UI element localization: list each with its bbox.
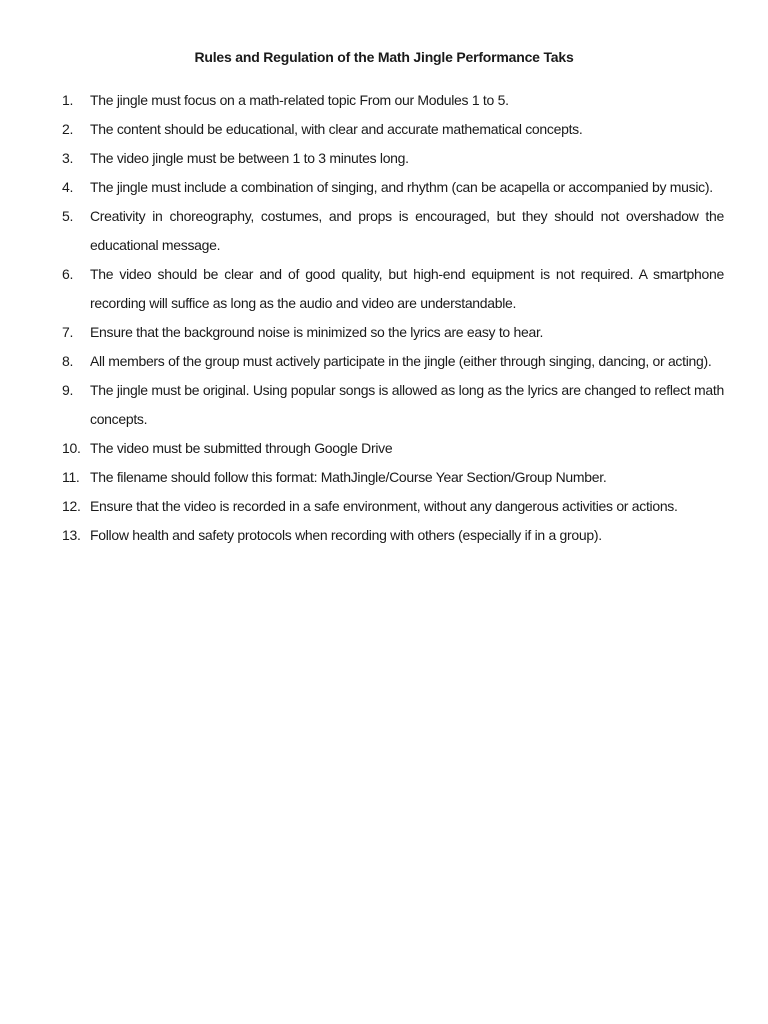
rule-text: The content should be educational, with clear and accurate mathematical concepts. [90,121,583,137]
rule-number: 2. [62,121,74,137]
rule-text: The video must be submitted through Google Drive [90,440,393,456]
rule-number: 11. [62,469,80,485]
rule-text: Ensure that the background noise is minimized so the lyrics are easy to hear. [90,324,544,340]
rule-number: 13. [62,527,81,543]
rule-text: Follow health and safety protocols when recording with others (especially if in a group). [90,527,602,543]
rule-item-5 [62,202,724,260]
rules-list [62,86,724,550]
rule-item-7 [62,318,724,347]
rule-text: The video should be clear and of good quality, but high-end equipment is not required. A smartphone recording will suffice as long as the audio and video are understandable. [90,266,724,311]
rule-item-10 [62,434,724,463]
rule-item-4 [62,173,724,202]
document-title: Rules and Regulation of the Math Jingle Performance Taks [194,49,574,65]
rule-number: 1. [62,92,74,108]
rule-text: Ensure that the video is recorded in a safe environment, without any dangerous activities or actions. [90,498,678,514]
rule-number: 4. [62,179,74,195]
rule-number: 12. [62,498,81,514]
rule-text: The jingle must focus on a math-related topic From our Modules 1 to 5. [90,92,509,108]
rule-text: The jingle must be original. Using popular songs is allowed as long as the lyrics are changed to reflect math concepts. [90,382,724,427]
rule-text: The jingle must include a combination of singing, and rhythm (can be acapella or accompanied by music). [90,179,713,195]
rule-item-6 [62,260,724,318]
rule-item-11 [62,463,724,492]
rule-number: 8. [62,353,74,369]
rule-text: All members of the group must actively participate in the jingle (either through singing, dancing, or acting). [90,353,712,369]
rule-number: 3. [62,150,74,166]
rule-item-12 [62,492,724,521]
rule-item-3 [62,144,724,173]
rule-item-1 [62,86,724,115]
rule-number: 5. [62,208,74,224]
rule-text: Creativity in choreography, costumes, and props is encouraged, but they should not overshadow the educational message. [90,208,724,253]
rule-number: 10. [62,440,81,456]
rule-text: The filename should follow this format: MathJingle/Course Year Section/Group Number. [90,469,607,485]
rule-text: The video jingle must be between 1 to 3 minutes long. [90,150,409,166]
rule-item-8 [62,347,724,376]
rule-number: 7. [62,324,74,340]
rule-number: 9. [62,382,74,398]
rule-item-9 [62,376,724,434]
rule-number: 6. [62,266,74,282]
rule-item-13 [62,521,724,550]
rule-item-2 [62,115,724,144]
